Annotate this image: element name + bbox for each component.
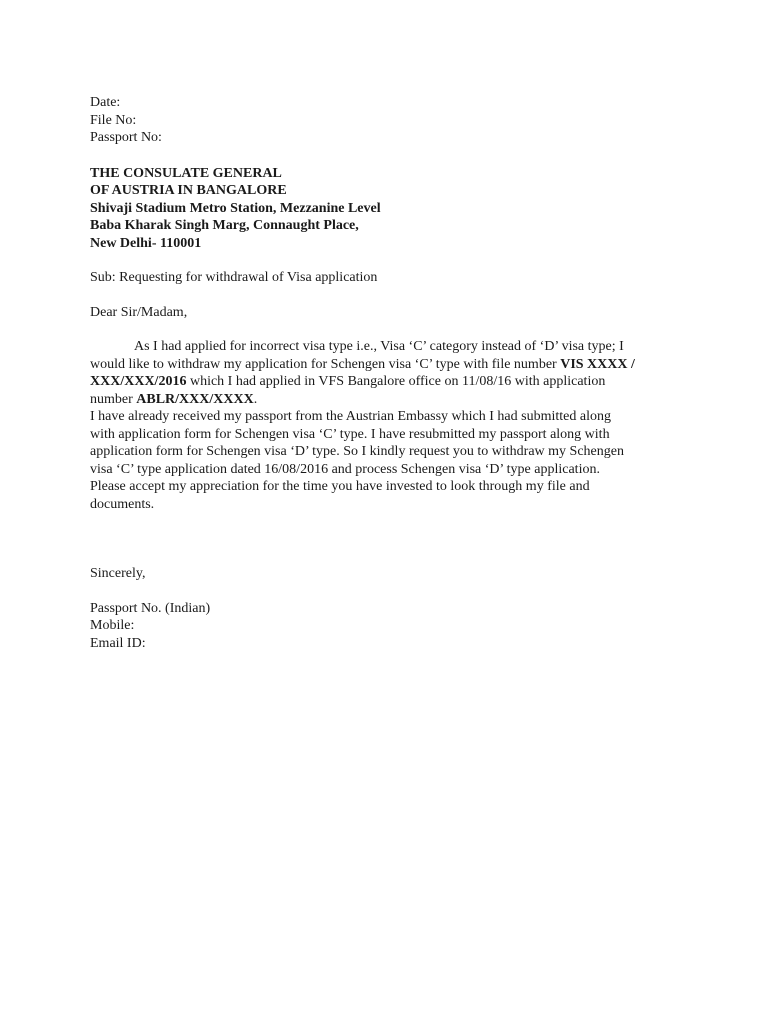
- body-p2-line-4: visa ‘C’ type application dated 16/08/2016 and process Schengen visa ‘D’ type application.: [90, 461, 600, 477]
- subject-line: Sub: Requesting for withdrawal of Visa application: [90, 270, 378, 285]
- body-paragraph-2: [90, 408, 690, 513]
- sender-mobile-label: Mobile:: [90, 618, 135, 633]
- body-paragraph-1: [90, 338, 690, 408]
- file-number-label: File No:: [90, 112, 137, 128]
- body-p1-line-3: which I had applied in VFS Bangalore office on 11/08/16 with application: [186, 374, 606, 389]
- signature-block: [90, 600, 690, 653]
- body-p2-line-1: I have already received my passport from the Austrian Embassy which I had submitted along: [90, 409, 611, 424]
- body-p1-line-4: number: [90, 391, 137, 407]
- passport-number-label: Passport No:: [90, 130, 162, 145]
- address-line-3: Shivaji Stadium Metro Station, Mezzanine Level: [90, 200, 381, 216]
- body-p2-line-2: with application form for Schengen visa ‘C’ type. I have resubmitted my passport along with: [90, 426, 610, 442]
- date-label: Date:: [90, 95, 121, 110]
- address-line-1: THE CONSULATE GENERAL: [90, 165, 282, 181]
- address-line-2: OF AUSTRIA IN BANGALORE: [90, 183, 287, 198]
- address-line-4: Baba Kharak Singh Marg, Connaught Place,: [90, 218, 359, 233]
- application-number-value: ABLR/XXX/XXXX: [136, 391, 254, 407]
- letter-page: [90, 94, 690, 652]
- body-p2-line-3: application form for Schengen visa ‘D’ type. So I kindly request you to withdraw my Schengen: [90, 444, 624, 459]
- recipient-address: [90, 165, 690, 253]
- period: .: [253, 391, 258, 407]
- body-p1-line-1: As I had applied for incorrect visa type i.e., Visa ‘C’ category instead of ‘D’ visa type; I: [134, 339, 624, 354]
- sender-email-label: Email ID:: [90, 635, 146, 651]
- closing: Sincerely,: [90, 566, 146, 581]
- body-p2-line-6: documents.: [90, 496, 155, 512]
- salutation: Dear Sir/Madam,: [90, 304, 188, 320]
- sender-passport-label: Passport No. (Indian): [90, 600, 211, 616]
- body-p2-line-5: Please accept my appreciation for the time you have invested to look through my file and: [90, 479, 590, 494]
- address-line-5: New Delhi- 110001: [90, 235, 202, 251]
- body-p1-line-2: would like to withdraw my application for Schengen visa ‘C’ type with file number: [90, 356, 561, 372]
- file-number-value: VIS XXXX /: [560, 356, 635, 372]
- file-number-value-cont: XXX/XXX/2016: [90, 374, 187, 389]
